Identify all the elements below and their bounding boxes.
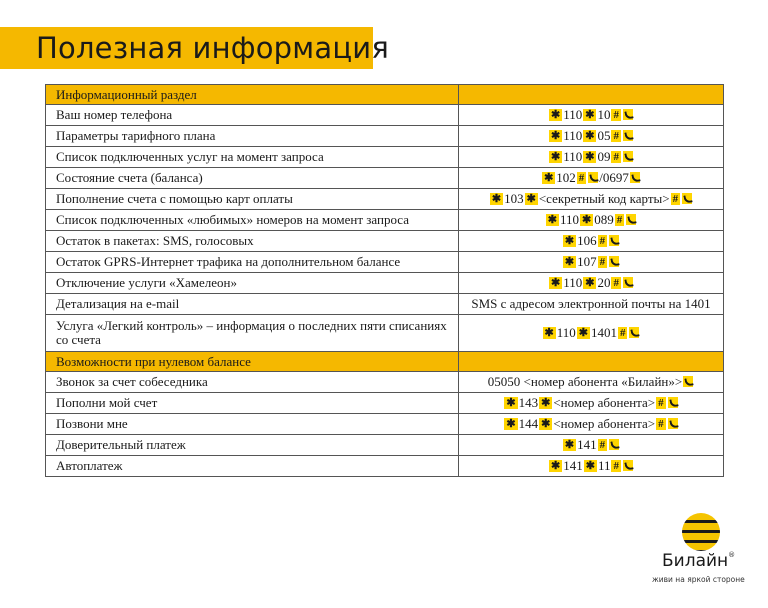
phone-call-icon (588, 172, 598, 183)
code-text: <секретный код карты> (538, 191, 670, 206)
star-key-icon: ✱ (578, 327, 588, 339)
phone-call-icon (683, 376, 693, 387)
logo-reg-mark: ® (728, 551, 736, 559)
ussd-code (459, 126, 724, 147)
service-name: Детализация на e-mail (46, 294, 459, 315)
service-name: Звонок за счет собеседника (46, 372, 459, 393)
service-name: Пополни мой счет (46, 393, 459, 414)
ussd-code (459, 294, 724, 315)
table-row (46, 231, 724, 252)
code-text: 05050 <номер абонента «Билайн»> (487, 374, 683, 389)
ussd-code (459, 414, 724, 435)
section-title: Информационный раздел (46, 85, 459, 105)
code-text: 110 (559, 212, 580, 227)
star-key-icon: ✱ (585, 277, 595, 289)
section-title: Возможности при нулевом балансе (46, 352, 459, 372)
star-key-icon: ✱ (551, 109, 561, 121)
code-text: 106 (577, 233, 597, 248)
phone-call-icon (682, 193, 692, 204)
ussd-code (459, 210, 724, 231)
table-row (46, 372, 724, 393)
table-row (46, 189, 724, 210)
phone-call-icon (623, 130, 633, 141)
hash-key-icon: # (578, 172, 585, 184)
ussd-code (459, 189, 724, 210)
star-key-icon: ✱ (551, 130, 561, 142)
service-name: Пополнение счета с помощью карт оплаты (46, 189, 459, 210)
service-name: Отключение услуги «Хамелеон» (46, 273, 459, 294)
star-key-icon: ✱ (564, 235, 575, 247)
star-key-icon: ✱ (526, 193, 536, 205)
star-key-icon: ✱ (506, 397, 516, 409)
service-name: Параметры тарифного плана (46, 126, 459, 147)
code-text: 141 (563, 458, 583, 473)
code-text: 102 (556, 170, 576, 185)
hash-key-icon: # (599, 256, 606, 268)
logo-slogan: живи на яркой стороне (652, 575, 745, 584)
star-key-icon: ✱ (506, 418, 516, 430)
star-key-icon: ✱ (544, 327, 554, 339)
service-name: Услуга «Легкий контроль» – информация о последних пяти списаниях со счета (46, 315, 459, 352)
hash-key-icon: # (658, 418, 664, 430)
table-row (46, 294, 724, 315)
hash-key-icon: # (672, 193, 679, 205)
phone-call-icon (609, 439, 619, 450)
service-name: Остаток в пакетах: SMS, голосовых (46, 231, 459, 252)
service-name: Список подключенных «любимых» номеров на момент запроса (46, 210, 459, 231)
phone-call-icon (668, 418, 678, 429)
code-text: 089 (594, 212, 614, 227)
hash-key-icon: # (613, 460, 619, 472)
ussd-code (459, 352, 724, 372)
hash-key-icon: # (616, 214, 623, 226)
service-name: Доверительный платеж (46, 435, 459, 456)
table-row (46, 105, 724, 126)
code-text: SMS с адресом электронной почты на 1401 (471, 296, 711, 311)
code-text: 20 (597, 275, 611, 290)
code-text: 110 (563, 128, 583, 143)
hash-key-icon: # (658, 397, 664, 409)
phone-call-icon (609, 256, 619, 267)
info-table-body (46, 85, 724, 477)
code-text: 09 (597, 149, 611, 164)
service-name: Остаток GPRS-Интернет трафика на дополнительном балансе (46, 252, 459, 273)
star-key-icon: ✱ (564, 439, 575, 451)
code-text: 141 (577, 437, 597, 452)
table-row (46, 435, 724, 456)
code-text: 143 (518, 395, 539, 410)
star-key-icon: ✱ (585, 130, 595, 142)
phone-call-icon (623, 109, 633, 120)
code-text: <номер абонента> (553, 395, 656, 410)
hash-key-icon: # (599, 439, 606, 451)
star-key-icon: ✱ (551, 277, 561, 289)
code-text: 05 (597, 128, 611, 143)
section-header-row (46, 352, 724, 372)
ussd-code (459, 372, 724, 393)
phone-call-icon (668, 397, 678, 408)
ussd-code (459, 147, 724, 168)
code-text: 144 (518, 416, 539, 431)
star-key-icon: ✱ (585, 109, 595, 121)
phone-call-icon (623, 277, 633, 288)
ussd-code (459, 393, 724, 414)
phone-call-icon (623, 460, 633, 471)
hash-key-icon: # (599, 235, 606, 247)
service-name: Список подключенных услуг на момент запроса (46, 147, 459, 168)
beeline-ball-icon (682, 513, 720, 551)
ussd-code (459, 456, 724, 477)
table-row (46, 252, 724, 273)
service-name: Позвони мне (46, 414, 459, 435)
ussd-code (459, 105, 724, 126)
ussd-code (459, 168, 724, 189)
code-text: 110 (563, 275, 583, 290)
ussd-code (459, 273, 724, 294)
star-key-icon: ✱ (547, 214, 557, 226)
hash-key-icon: # (613, 109, 619, 121)
table-row (46, 315, 724, 352)
hash-key-icon: # (613, 277, 619, 289)
logo-name-text: Билайн (662, 551, 729, 571)
phone-call-icon (629, 327, 639, 338)
logo-name (662, 551, 735, 571)
star-key-icon: ✱ (582, 214, 592, 226)
section-header-row (46, 85, 724, 105)
table-row (46, 393, 724, 414)
code-text: 103 (504, 191, 524, 206)
star-key-icon: ✱ (541, 418, 551, 430)
ussd-code (459, 85, 724, 105)
star-key-icon: ✱ (551, 151, 561, 163)
service-name: Автоплатеж (46, 456, 459, 477)
code-text: 11 (597, 458, 611, 473)
table-row (46, 210, 724, 231)
star-key-icon: ✱ (541, 397, 551, 409)
phone-call-icon (609, 235, 619, 246)
phone-call-icon (623, 151, 633, 162)
info-table (45, 84, 724, 477)
star-key-icon: ✱ (544, 172, 554, 184)
table-row (46, 456, 724, 477)
page-title: Полезная информация (36, 31, 389, 65)
code-text: 110 (563, 107, 583, 122)
beeline-logo (646, 511, 756, 591)
code-text: 107 (577, 254, 597, 269)
ussd-code (459, 435, 724, 456)
code-text: 110 (563, 149, 583, 164)
table-row (46, 273, 724, 294)
hash-key-icon: # (613, 151, 619, 163)
star-key-icon: ✱ (564, 256, 575, 268)
service-name: Ваш номер телефона (46, 105, 459, 126)
star-key-icon: ✱ (551, 460, 561, 472)
code-text: <номер абонента> (553, 416, 656, 431)
table-row (46, 147, 724, 168)
table-row (46, 414, 724, 435)
table-row (46, 168, 724, 189)
code-text: 10 (597, 107, 611, 122)
phone-call-icon (626, 214, 636, 225)
code-text: 110 (556, 325, 576, 340)
hash-key-icon: # (619, 327, 626, 339)
code-text: /0697 (599, 170, 629, 185)
ussd-code (459, 231, 724, 252)
ussd-code (459, 315, 724, 352)
star-key-icon: ✱ (585, 151, 595, 163)
star-key-icon: ✱ (585, 460, 595, 472)
table-row (46, 126, 724, 147)
star-key-icon: ✱ (491, 193, 502, 205)
code-text: 1401 (590, 325, 617, 340)
hash-key-icon: # (613, 130, 619, 142)
phone-call-icon (630, 172, 640, 183)
service-name: Состояние счета (баланса) (46, 168, 459, 189)
ussd-code (459, 252, 724, 273)
